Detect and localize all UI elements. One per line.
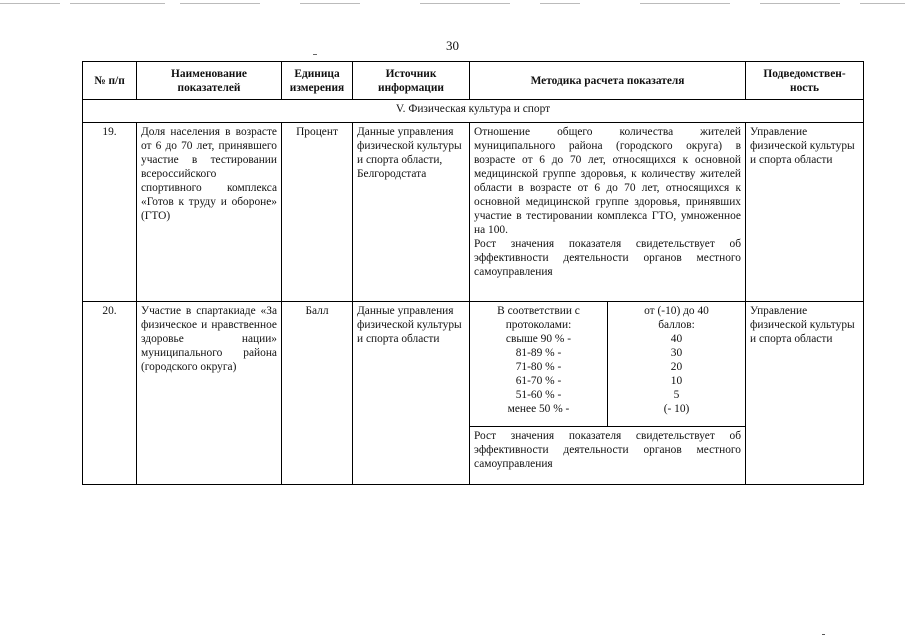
method-left-line: 61-70 % - bbox=[515, 375, 562, 387]
scan-top-edge bbox=[0, 3, 905, 5]
row20-subordination: Управление физической культуры и спорта области bbox=[746, 302, 864, 485]
method-left-line: протоколами: bbox=[505, 319, 572, 331]
row19-method-note: Рост значения показателя свидетельствует об эффективности деятельности органов местного самоуправления bbox=[474, 238, 741, 278]
header-subordination: Подведомствен-ность bbox=[746, 62, 864, 100]
header-source: Источник информации bbox=[353, 62, 470, 100]
row20-method bbox=[470, 302, 746, 485]
method-right-line: (- 10) bbox=[663, 403, 690, 415]
table-header-row bbox=[83, 62, 864, 100]
row20-num: 20. bbox=[83, 302, 137, 485]
header-name: Наименование показателей bbox=[137, 62, 282, 100]
row19-name: Доля населения в возрасте от 6 до 70 лет, принявшего участие в тестировании всероссийского спортивного комплекса «Готов к труду и обороне» (ГТО) bbox=[137, 123, 282, 302]
header-num: № п/п bbox=[83, 62, 137, 100]
method-right-line: 30 bbox=[670, 347, 683, 359]
section-row bbox=[83, 100, 864, 123]
row19-num: 19. bbox=[83, 123, 137, 302]
method-right-line: 10 bbox=[670, 375, 683, 387]
section-title: V. Физическая культура и спорт bbox=[83, 100, 864, 123]
row19-unit: Процент bbox=[282, 123, 353, 302]
row19-source: Данные управления физической культуры и спорта области, Белгородстата bbox=[353, 123, 470, 302]
method-right-line: 40 bbox=[670, 333, 683, 345]
table-row-19 bbox=[83, 123, 864, 302]
header-method: Методика расчета показателя bbox=[470, 62, 746, 100]
page-number: 30 bbox=[446, 38, 459, 53]
indicators-table bbox=[82, 61, 864, 485]
row20-method-points-column bbox=[608, 302, 746, 427]
method-left-line: В соответствии с bbox=[497, 305, 580, 317]
row19-method-formula: Отношение общего количества жителей муниципального района (городского округа) в возрасте от 6 до 70 лет, относящихся к основной медицинской группе здоровья, к количеству жителей области в возрасте от 6 до 70 лет, относящихся к основной медицинской группе здоровья, принявших участие в тестировании комплекса ГТО, умноженное на 100. bbox=[474, 126, 741, 236]
table-row-20 bbox=[83, 302, 864, 485]
row20-method-percent-column bbox=[470, 302, 608, 427]
method-left-line: 81-89 % - bbox=[515, 347, 562, 359]
row19-subordination: Управление физической культуры и спорта области bbox=[746, 123, 864, 302]
method-left-line: свыше 90 % - bbox=[505, 333, 572, 345]
header-unit: Единица измерения bbox=[282, 62, 353, 100]
method-left-line: менее 50 % - bbox=[507, 403, 570, 415]
row20-method-grid bbox=[470, 302, 745, 473]
row19-method bbox=[470, 123, 746, 302]
scan-artifact bbox=[822, 634, 825, 635]
row20-name: Участие в спартакиаде «За физическое и нравственное здоровье нации» муниципального района (городского округа) bbox=[137, 302, 282, 485]
method-right-line: 20 bbox=[670, 361, 683, 373]
method-left-line: 71-80 % - bbox=[515, 361, 562, 373]
row20-unit: Балл bbox=[282, 302, 353, 485]
method-right-line: баллов: bbox=[658, 319, 695, 331]
row20-source: Данные управления физической культуры и спорта области bbox=[353, 302, 470, 485]
method-right-line: 5 bbox=[673, 389, 680, 401]
method-left-line: 51-60 % - bbox=[515, 389, 562, 401]
method-right-line: от (-10) до 40 bbox=[644, 305, 709, 317]
row20-method-note: Рост значения показателя свидетельствует об эффективности деятельности органов местного самоуправления bbox=[470, 427, 745, 474]
scan-artifact bbox=[313, 54, 317, 55]
